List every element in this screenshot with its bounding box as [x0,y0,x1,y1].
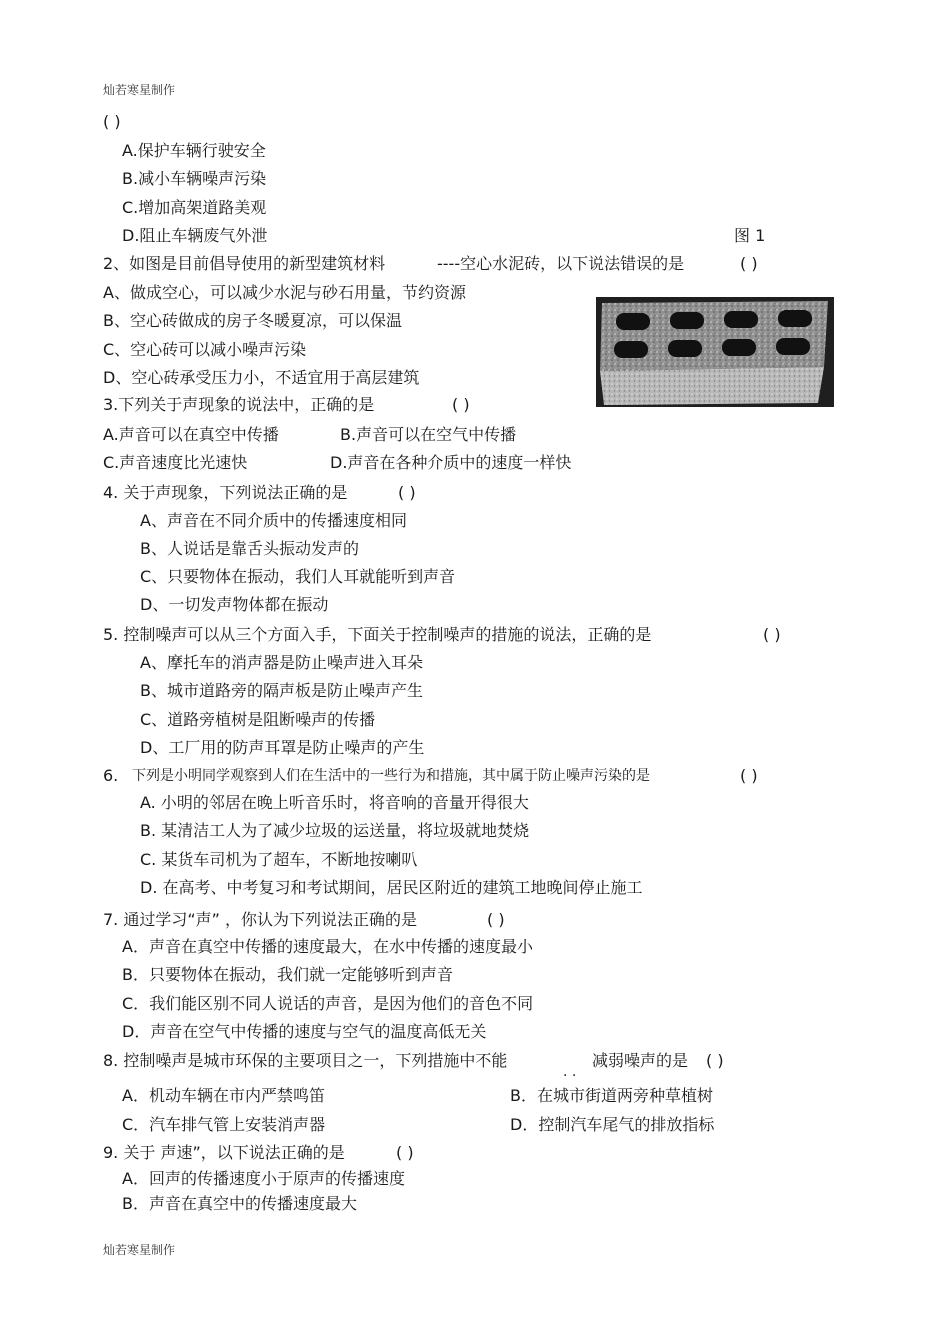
q8-option-b: B．在城市街道两旁种草植树 [510,1086,713,1105]
page-footer: 灿若寒星制作 [103,1243,176,1257]
q5-option-c: C、道路旁植树是阻断噪声的传播 [140,710,376,729]
q7-stem: 7. 通过学习“声” ，你认为下列说法正确的是 [103,910,418,929]
q8-answer-paren: ( ) [706,1051,724,1070]
q4-option-a: A、声音在不同介质中的传播速度相同 [140,511,407,530]
q6-number: 6. [103,766,119,785]
q9-answer-paren: ( ) [396,1143,414,1162]
q4-stem: 4. 关于声现象，下列说法正确的是 [103,483,348,502]
q3-option-b: B.声音可以在空气中传播 [340,425,517,444]
q1-option-c: C.增加高架道路美观 [122,198,267,217]
q4-answer-paren: ( ) [398,483,416,502]
q6-option-a: A. 小明的邻居在晚上听音乐时，将音响的音量开得很大 [140,793,529,812]
q8-option-d: D．控制汽车尾气的排放指标 [510,1115,715,1134]
q5-option-a: A、摩托车的消声器是防止噪声进入耳朵 [140,653,423,672]
q3-option-d: D.声音在各种介质中的速度一样快 [330,453,572,472]
hollow-brick-photo [596,297,834,407]
q3-option-a: A.声音可以在真空中传播 [103,425,279,444]
q9-option-a: A．回声的传播速度小于原声的传播速度 [122,1169,405,1188]
q7-option-b: B．只要物体在振动，我们就一定能够听到声音 [122,965,453,984]
q5-stem: 5. 控制噪声可以从三个方面入手，下面关于控制噪声的措施的说法，正确的是 [103,625,652,644]
q6-stem: 下列是小明同学观察到人们在生活中的一些行为和措施，其中属于防止噪声污染的是 [132,768,650,784]
q7-option-a: A．声音在真空中传播的速度最大，在水中传播的速度最小 [122,937,533,956]
q1-option-a: A.保护车辆行驶安全 [122,141,266,160]
q2-option-b: B、空心砖做成的房子冬暖夏凉，可以保温 [103,311,402,330]
q8-option-c: C．汽车排气管上安装消声器 [122,1115,326,1134]
q4-option-d: D、一切发声物体都在振动 [140,595,329,614]
q5-option-d: D、工厂用的防声耳罩是防止噪声的产生 [140,738,425,757]
q2-answer-paren: ( ) [740,254,758,273]
q1-answer-paren: ( ) [103,112,121,131]
q9-stem: 9. 关于 声速”，以下说法正确的是 [103,1143,345,1162]
q8-option-a: A．机动车辆在市内严禁鸣笛 [122,1086,325,1105]
q1-option-d: D.阻止车辆废气外泄 [122,226,268,245]
q2-option-c: C、空心砖可以减小噪声污染 [103,340,307,359]
q9-option-b: B．声音在真空中的传播速度最大 [122,1194,357,1213]
q3-option-c: C.声音速度比光速快 [103,453,248,472]
q6-option-b: B. 某清洁工人为了减少垃圾的运送量，将垃圾就地焚烧 [140,821,530,840]
q2-stem-tail: ----空心水泥砖，以下说法错误的是 [437,254,685,273]
q8-stem: 8. 控制噪声是城市环保的主要项目之一，下列措施中不能 [103,1051,508,1070]
q4-option-c: C、只要物体在振动，我们人耳就能听到声音 [140,567,456,586]
q5-option-b: B、城市道路旁的隔声板是防止噪声产生 [140,681,423,700]
q3-stem: 3.下列关于声现象的说法中，正确的是 [103,395,375,414]
page-header: 灿若寒星制作 [103,83,176,97]
q6-answer-paren: ( ) [740,766,758,785]
q2-stem: 2、如图是目前倡导使用的新型建筑材料 [103,254,386,273]
q8-emphasis-dots: . . [563,1064,577,1080]
q4-option-b: B、人说话是靠舌头振动发声的 [140,539,359,558]
q6-option-d: D. 在高考、中考复习和考试期间，居民区附近的建筑工地晚间停止施工 [140,878,643,897]
q8-stem-tail: 减弱噪声的是 [592,1051,689,1070]
q2-option-d: D、空心砖承受压力小，不适宜用于高层建筑 [103,368,420,387]
q3-answer-paren: ( ) [452,395,470,414]
q7-option-d: D．声音在空气中传播的速度与空气的温度高低无关 [122,1022,487,1041]
q5-answer-paren: ( ) [763,625,781,644]
q6-option-c: C. 某货车司机为了超车，不断地按喇叭 [140,850,418,869]
q2-option-a: A、做成空心，可以减少水泥与砂石用量，节约资源 [103,283,466,302]
q1-option-b: B.减小车辆噪声污染 [122,169,267,188]
q7-answer-paren: ( ) [487,910,505,929]
figure-label: 图 1 [734,226,766,245]
q7-option-c: C．我们能区别不同人说话的声音，是因为他们的音色不同 [122,994,534,1013]
